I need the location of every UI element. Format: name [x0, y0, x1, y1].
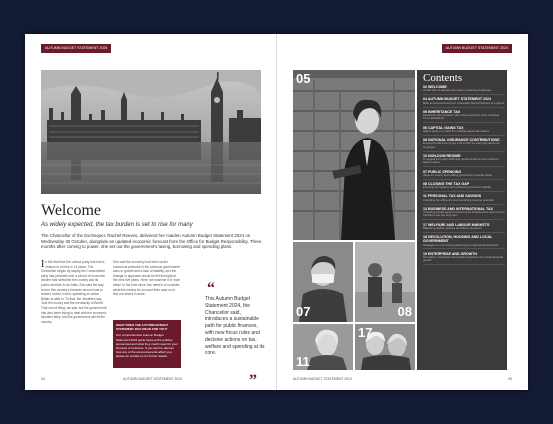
body-column-1-text: n the first time the Labour party has had a chance to do this in 14 years. The Chancellor began by saying the Conservative party had presided over a period of economic decline that stretched the country and its public services to its limits. She said the way to turn this country's fortunes around was to rebuild, invest, invest, spending on which Britain is able to. To that, the Jewellers say, 'And the money and the mendacity of Brexit'. That sort of thing, we saw, but the government has also been trying to deal with the economic situation fairly, and the government will lift the country.: [41, 260, 107, 324]
contents-item-description: Higher taxes on profits from selling assets like shares: [423, 128, 490, 133]
contents-item: [423, 252, 505, 266]
contents-item: [423, 138, 505, 152]
contents-divider: [423, 151, 505, 152]
contents-item-heading: 08 NATIONAL INSURANCE CONTRIBUTIONS: [423, 138, 500, 143]
contents-item-heading: 10 NON-DOM REGIME: [423, 153, 461, 158]
contents-item: [423, 207, 505, 221]
contents-item: [423, 223, 505, 233]
contents-divider: [423, 219, 505, 220]
page-number: 04: [41, 377, 45, 381]
contents-divider: [423, 191, 505, 192]
panel-number: 05: [296, 71, 311, 86]
contents-divider: [423, 232, 505, 233]
intro-paragraph: The Chancellor of the Exchequer, Rachel Reeves, delivered her maiden Autumn Budget Statement 2024 on Wednesday 30 October, alongside an updated economic forecast from the Office for Budget Responsibility. Three months after coming to power, she set out the government's taxing, borrowing and spending plans.: [41, 233, 262, 250]
contents-item-heading: 19 ENTERPRISE AND GROWTH: [423, 251, 477, 256]
contents-item: [423, 170, 505, 180]
info-box-body: Our comprehensive Autumn Budget Statement 2024 guide looks at the policies announced and what they could mean for your finances or business. If you want to discuss how any of the announcements affect you, please do contact us for further details.: [116, 333, 178, 359]
contents-item-heading: 08 CLOSING THE TAX GAP: [423, 182, 470, 187]
contents-divider: [423, 94, 505, 95]
photo-panel-08: [355, 242, 415, 322]
contents-item-description: To appeal from April 2025 and replaced with a new residence based regime: [423, 157, 499, 165]
contents-item: [423, 235, 505, 249]
contents-item-heading: 02 WELCOME: [423, 85, 447, 89]
contents-item: [423, 85, 505, 95]
right-page: [277, 34, 528, 390]
contents-divider: [423, 166, 505, 167]
contents-item: [423, 194, 505, 204]
photo-panel-11: [293, 324, 353, 370]
contents-item-description: Unlocking tax efficiency and nourishing revenue potential: [423, 197, 494, 202]
contents-item-description: Balancing welfare policies and labour dynamics: [423, 225, 482, 230]
contents-panel: [417, 70, 507, 370]
magazine-spread: [25, 34, 528, 390]
contents-item-description: Main announcements from Chancellor Rachel Reeves at a glance: [423, 100, 505, 105]
contents-item-description: Employers will have to pay 1.2p in NIC for every £1 paid to an employee: [423, 141, 500, 149]
contents-item-heading: 13 BUSINESS AND INTERNATIONAL TAX: [423, 206, 493, 211]
photo-panel-05: [293, 70, 415, 240]
body-column-1: [41, 260, 107, 372]
panel-number: 08: [397, 304, 412, 319]
contents-divider: [423, 107, 505, 108]
panel-number: 07: [296, 304, 311, 319]
contents-item: [423, 110, 505, 124]
contents-item-heading: 05 INHERITANCE TAX: [423, 109, 461, 114]
contents-item-heading: 17 WELFARE AND LABOUR MARKETS: [423, 222, 490, 227]
drop-cap: I: [41, 260, 45, 270]
page-heading: Welcome: [41, 202, 102, 219]
body-column-2: She said the economy had been under enormous pressure in the previous government was no growth and a lack of stability, and the change in approach would be felt throughout the next five years. Here, we examine it in more detail. In the time since, the need is to consider what this means for you and then read on to find out what's in store.: [113, 260, 181, 297]
footer-title: AUTUMN BUDGET STATEMENT 2024: [123, 377, 182, 381]
contents-item-heading: 07 PUBLIC SPENDING: [423, 169, 462, 174]
photo-panel-07: [293, 242, 353, 322]
contents-item-description: A brief intro to address the nation's pressing challenges: [423, 88, 492, 93]
photo-panel-17: [355, 324, 415, 370]
contents-divider: [423, 264, 505, 265]
contents-item: [423, 154, 505, 168]
contents-list: [423, 85, 505, 268]
footer-title: AUTUMN BUDGET STATEMENT 2024: [293, 377, 352, 381]
page-number: 05: [508, 377, 512, 381]
contents-item: [423, 182, 505, 192]
contents-item-description: Ensuring fair taxation and enhancing economic stability: [423, 185, 492, 190]
panel-number: 11: [296, 354, 310, 369]
contents-item-heading: 18 DEVOLUTION, HOUSING AND LOCAL GOVERNMENT: [423, 235, 493, 244]
contents-item-description: Value for money and making government operate better: [423, 172, 493, 177]
contents-divider: [423, 204, 505, 205]
contents-divider: [423, 122, 505, 123]
contents-item-description: Strategies for community planning and regional development: [423, 242, 499, 247]
info-box-title: WHAT DOES THE AUTUMN BUDGET STATEMENT 2024 MEAN FOR YOU?: [116, 323, 169, 332]
contents-item-description: Innovation, investment and market expansion for entrepreneurial growth: [423, 254, 503, 263]
contents-item-heading: 04 AUTUMN BUDGET STATEMENT 2024: [423, 97, 492, 102]
standfirst: As widely expected, the tax burden is set to rise for many: [41, 222, 193, 228]
section-tag: AUTUMN BUDGET STATEMENT 2024: [442, 44, 512, 53]
left-page: [25, 34, 276, 390]
contents-divider: [423, 179, 505, 180]
contents-item: [423, 97, 505, 107]
contents-divider: [423, 135, 505, 136]
close-quote-icon: ”: [249, 372, 257, 389]
panel-number: 17: [358, 325, 373, 340]
contents-item-description: Unlocking private sector investment for infrastructure and net zero transition over the long term: [423, 210, 505, 218]
info-box: [113, 320, 181, 368]
contents-item-heading: 06 CAPITAL GAINS TAX: [423, 125, 464, 130]
section-tag: AUTUMN BUDGET STATEMENT 2024: [41, 44, 111, 53]
contents-title: Contents: [423, 72, 463, 84]
westminster-photo: [41, 70, 261, 194]
contents-divider: [423, 248, 505, 249]
pull-quote: This Autumn Budget Statement 2024, the Chancellor said, introduces a sustainable path for public finances, with new focus rules and decisive actions on tax, welfare and spending at its core.: [205, 296, 265, 357]
open-quote-icon: “: [207, 280, 215, 297]
contents-item-heading: 11 PERSONAL TAX AND SAVINGS: [423, 194, 482, 199]
contents-item: [423, 126, 505, 136]
contents-item-description: Departure from previous rules where pensions were excluded from calculations: [423, 113, 500, 121]
